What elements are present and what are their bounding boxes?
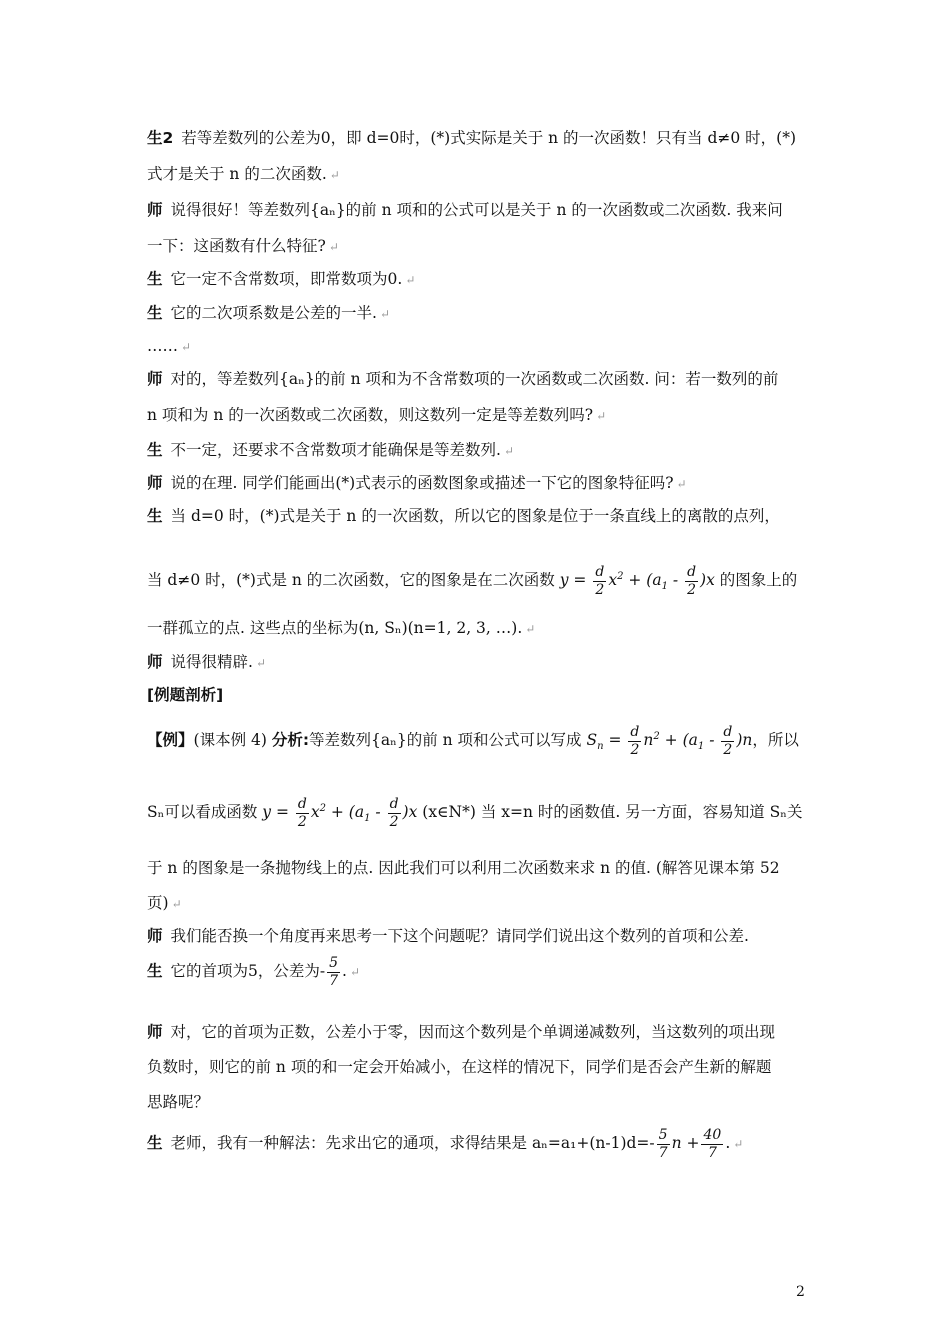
- speaker-label: 师: [147, 370, 163, 388]
- function-line: [147, 558, 807, 606]
- dialogue-line: n 项和为 n 的一次函数或二次函数，则这数列一定是等差数列吗? ↵: [147, 406, 607, 424]
- dialogue-line: [147, 199, 807, 221]
- line-text: 思路呢？: [147, 1093, 210, 1111]
- example-source: (课本例 4): [193, 731, 267, 750]
- line-text: 说的在理. 同学们能画出(*)式表示的函数图象或描述一下它的图象特征吗?: [170, 474, 674, 492]
- speaker-label: 师: [147, 1023, 163, 1041]
- speaker-label: 生2: [147, 129, 174, 147]
- example-line: [147, 857, 807, 879]
- line-text: 若等差数列的公差为0，即 d=0时，(*)式实际是关于 n 的一次函数！只有当 d≠0 时，(*): [181, 129, 797, 147]
- line-text: 式才是关于 n 的二次函数.: [147, 165, 327, 183]
- speaker-label: 生: [147, 304, 163, 322]
- speaker-label: 生: [147, 507, 163, 525]
- line-text: Sₙ可以看成函数: [147, 803, 258, 822]
- formula: y = $\frac{d}{2}$ $x^2 + (a_1$ - $\frac{d}{2}$ )x: [262, 795, 418, 830]
- speaker-label: 师: [147, 201, 163, 219]
- speaker-label: 师: [147, 927, 163, 945]
- dialogue-line: 师 说的在理. 同学们能画出(*)式表示的函数图象或描述一下它的图象特征吗? ↵: [147, 474, 687, 492]
- line-text: 它的二次项系数是公差的一半.: [170, 304, 377, 322]
- speaker-label: 生: [147, 1134, 163, 1152]
- line-text: 一群孤立的点. 这些点的坐标为(n, Sₙ)(n=1, 2, 3, …).: [147, 619, 523, 637]
- example-line: [147, 790, 807, 838]
- page-number: 2: [796, 1284, 805, 1300]
- line-text: 不一定，还要求不含常数项才能确保是等差数列.: [170, 441, 501, 459]
- line-text: 老师，我有一种解法：先求出它的通项，求得结果是 aₙ=a₁+(n-1)d=-: [170, 1134, 655, 1152]
- line-text: 它的首项为5，公差为-: [170, 962, 326, 980]
- dialogue-line: …… ↵: [147, 337, 192, 355]
- line-text: 当 d≠0 时，(*)式是 n 的二次函数，它的图象是在二次函数: [147, 571, 555, 590]
- dialogue-line: [147, 1091, 807, 1113]
- dialogue-line: [147, 505, 807, 527]
- section-title: [例题剖析]: [147, 686, 224, 704]
- dialogue-line: 一群孤立的点. 这些点的坐标为(n, Sₙ)(n=1, 2, 3, …). ↵: [147, 619, 536, 637]
- dialogue-line: 生 它的二次项系数是公差的一半. ↵: [147, 304, 391, 322]
- dialogue-line: [147, 925, 807, 947]
- line-text: 的图象上的: [719, 571, 798, 590]
- speaker-label: 师: [147, 474, 163, 492]
- line-text: 它一定不含常数项，即常数项为0.: [170, 270, 403, 288]
- formula: y = $\frac{d}{2}$ $x^2 + (a_1$ - $\frac{d}{2}$ )x: [559, 563, 715, 598]
- dialogue-line: [147, 1056, 807, 1078]
- dialogue-line: [147, 127, 807, 149]
- formula: $S_n$ = $\frac{d}{2}$ $n^2 + (a_1$ - $\frac{d}{2}$ )n: [586, 723, 753, 758]
- line-text: 页): [147, 894, 169, 912]
- dialogue-line: 师 说得很精辟. ↵: [147, 653, 267, 671]
- line-text: 我们能否换一个角度再来思考一下这个问题呢？请同学们说出这个数列的首项和公差.: [170, 927, 749, 945]
- line-text: ……: [147, 337, 178, 355]
- example-line: 页) ↵: [147, 894, 182, 912]
- line-text: 对，它的首项为正数，公差小于零，因而这个数列是个单调递减数列，当这数列的项出现: [170, 1023, 776, 1041]
- dialogue-line: [147, 368, 807, 390]
- line-text: 当 d=0 时，(*)式是关于 n 的一次函数，所以它的图象是位于一条直线上的离散的点列，: [170, 507, 780, 525]
- speaker-label: 生: [147, 962, 163, 980]
- line-text: 于 n 的图象是一条抛物线上的点. 因此我们可以利用二次函数来求 n 的值. (解答见课本第 52: [147, 859, 780, 877]
- dialogue-line: [147, 1021, 807, 1043]
- example-line: [147, 718, 807, 766]
- line-text: 负数时，则它的前 n 项的和一定会开始减小，在这样的情况下，同学们是否会产生新的解题: [147, 1058, 772, 1076]
- dialogue-line: 生 老师，我有一种解法：先求出它的通项，求得结果是 aₙ=a₁+(n-1)d=- $\frac{5}{7}$ n + $\frac{40}{7}$ . ↵: [147, 1126, 744, 1161]
- dialogue-line: 一下：这函数有什么特征? ↵: [147, 237, 339, 255]
- line-text: 说得很好！等差数列{aₙ}的前 n 项和的公式可以是关于 n 的一次函数或二次函数. 我来问: [170, 201, 783, 219]
- line-text: ，所以: [752, 731, 799, 750]
- dialogue-line: 生 它的首项为5，公差为- $\frac{5}{7}$ . ↵: [147, 954, 361, 989]
- line-text: 一下：这函数有什么特征?: [147, 237, 326, 255]
- example-label: 【例】: [147, 731, 194, 750]
- line-text: 对的，等差数列{aₙ}的前 n 项和为不含常数项的一次函数或二次函数. 问：若一数列的前: [170, 370, 779, 388]
- dialogue-line: 式才是关于 n 的二次函数. ↵: [147, 165, 340, 183]
- dialogue-line: 生 不一定，还要求不含常数项才能确保是等差数列. ↵: [147, 441, 515, 459]
- analysis-label: 分析:: [271, 731, 310, 750]
- line-text: 等差数列{aₙ}的前 n 项和公式可以写成: [309, 731, 582, 750]
- line-text: n 项和为 n 的一次函数或二次函数，则这数列一定是等差数列吗?: [147, 406, 594, 424]
- dialogue-line: 生 它一定不含常数项，即常数项为0. ↵: [147, 270, 416, 288]
- line-text: (x∈N*) 当 x=n 时的函数值. 另一方面，容易知道 Sₙ关: [422, 803, 803, 822]
- speaker-label: 生: [147, 441, 163, 459]
- line-text: 说得很精辟.: [170, 653, 253, 671]
- speaker-label: 师: [147, 653, 163, 671]
- speaker-label: 生: [147, 270, 163, 288]
